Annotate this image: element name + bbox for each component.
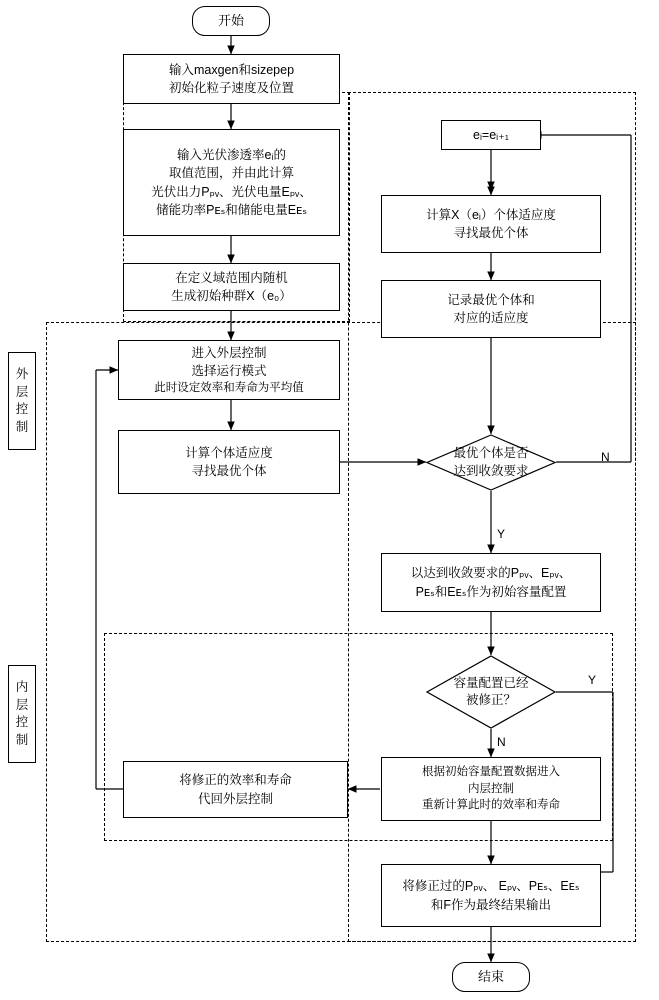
node-feedback-to-outer[interactable]: 将修正的效率和寿命 代回外层控制 xyxy=(123,761,348,818)
side-label-inner-control: 内 层 控 制 xyxy=(8,665,36,763)
node-final-output[interactable]: 将修正过的Pₚᵥ、 Eₚᵥ、Pᴇₛ、Eᴇₛ 和F作为最终结果输出 xyxy=(381,864,601,927)
decision-capacity-corrected[interactable] xyxy=(426,655,556,729)
node-iteration-update[interactable]: eᵢ=eᵢ₊₁ xyxy=(441,120,541,150)
node-enter-outer-control[interactable]: 进入外层控制 选择运行模式 此时设定效率和寿命为平均值 xyxy=(118,340,340,400)
decision-corrected-text: 容量配置已经 被修正？ xyxy=(453,675,529,707)
side-label-outer-control: 外 层 控 制 xyxy=(8,352,36,450)
node-init-population[interactable]: 在定义域范围内随机 生成初始种群X（e₀） xyxy=(123,263,340,311)
node-input-parameters[interactable]: 输入maxgen和sizepep 初始化粒子速度及位置 xyxy=(123,54,340,104)
edge-label-corrected-no: N xyxy=(497,735,506,749)
node-inner-control-recalc[interactable]: 根据初始容量配置数据进入 内层控制 重新计算此时的效率和寿命 xyxy=(381,757,601,821)
node-input-pv-penetration[interactable]: 输入光伏渗透率eᵢ的 取值范围，并由此计算 光伏出力Pₚᵥ、光伏电量Eₚᵥ、 储能功率Pᴇₛ和储能电量Eᴇₛ xyxy=(123,129,340,236)
decision-convergence-text: 最优个体是否 达到收敛要求 xyxy=(453,446,529,478)
edge-label-converge-no: N xyxy=(601,450,610,464)
edge-label-corrected-yes: Y xyxy=(588,673,597,687)
node-record-best[interactable]: 记录最优个体和 对应的适应度 xyxy=(381,280,601,338)
node-calc-individual-fitness[interactable]: 计算个体适应度 寻找最优个体 xyxy=(118,430,340,494)
node-initial-capacity-config[interactable]: 以达到收敛要求的Pₚᵥ、Eₚᵥ、 Pᴇₛ和Eᴇₛ作为初始容量配置 xyxy=(381,553,601,612)
dashed-group-outer-control xyxy=(46,322,636,942)
decision-convergence[interactable] xyxy=(426,434,556,491)
node-start[interactable]: 开始 xyxy=(192,6,270,36)
edge-label-converge-yes: Y xyxy=(497,527,506,541)
node-calc-fitness-population[interactable]: 计算X（eᵢ）个体适应度 寻找最优个体 xyxy=(381,195,601,253)
node-end[interactable]: 结束 xyxy=(452,962,530,992)
